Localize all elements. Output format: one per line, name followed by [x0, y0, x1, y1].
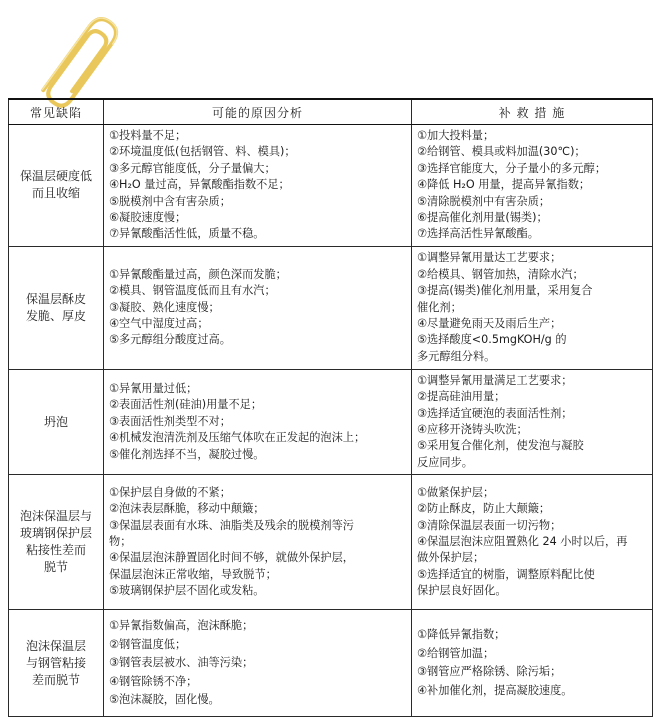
remedy-item: ⑦选择高活性异氰酸酯。: [417, 227, 539, 241]
cause-item: ②环境温度低(包括钢管、料、模具)；: [109, 145, 296, 159]
defect-line: 泡沫保温层与: [19, 509, 92, 524]
remedy-item: ⑥提高催化剂用量(锡类)；: [417, 211, 548, 225]
remedy-item: 催化剂；: [417, 300, 462, 314]
remedy-item: ②防止酥皮，防止大颠簸；: [417, 502, 551, 516]
table-row: [9, 475, 653, 610]
remedy-item: 多元醇组分料。: [417, 349, 496, 363]
remedy-cell: [412, 475, 653, 610]
cause-item: ⑤泡沫凝胶，固化慢。: [109, 693, 220, 707]
remedy-item: ③提高(锡类)催化剂用量，采用复合: [417, 284, 593, 298]
cause-item: ③多元醇官能度低，分子量偏大；: [109, 161, 276, 175]
cause-item: ④机械发泡清洗剂及压缩气体吹在正发起的泡沫上；: [109, 431, 366, 445]
cause-item: ①异氰用量过低；: [109, 382, 198, 396]
cause-item: ①保护层自身做的不紧；: [109, 485, 231, 499]
remedy-item: ①调整异氰用量满足工艺要求；: [417, 373, 573, 387]
table-row: [9, 246, 653, 369]
remedy-item: 反应同步。: [417, 455, 473, 469]
cause-cell: [104, 369, 412, 474]
cause-item: ③凝胶、熟化速度慢；: [109, 300, 220, 314]
cause-item: 保温层泡沫正常收缩，导致脱节；: [109, 567, 277, 581]
defect-line: 粘接性差而: [25, 543, 86, 558]
remedy-item: ②给钢管、模具或料加温(30℃)；: [417, 145, 586, 159]
cause-item: ⑤催化剂选择不当，凝胶过慢。: [109, 447, 265, 461]
cause-item: ①异氰指数偏高，泡沫酥脆；: [109, 619, 254, 633]
remedy-item: ①做紧保护层；: [417, 485, 495, 499]
remedy-item: ④尽量避免雨天及雨后生产；: [417, 317, 562, 331]
cause-item: ④钢管除锈不净；: [109, 674, 198, 688]
remedy-item: ③选择适宜硬泡的表面活性剂；: [417, 406, 573, 420]
cause-item: ⑤多元醇组分酸度过高。: [109, 333, 231, 347]
defect-cell: [9, 369, 104, 474]
cause-item: ③表面活性剂类型不对；: [109, 414, 231, 428]
remedy-item: ③选择官能度大，分子量小的多元醇；: [417, 161, 607, 175]
defect-remedy-table: [8, 98, 653, 717]
remedy-item: ④保温层泡沫应阻置熟化 24 小时以后，再: [417, 535, 628, 549]
cause-item: ⑤玻璃钢保护层不固化或发粘。: [109, 584, 265, 598]
table-header-row: [9, 99, 653, 125]
cause-cell: [104, 246, 412, 369]
cause-item: ⑥凝胶速度慢；: [109, 211, 187, 225]
remedy-item: ③钢管应严格除锈、除污垢；: [417, 665, 562, 679]
cause-item: ①异氰酸酯量过高，颜色深而发脆；: [109, 267, 287, 281]
remedy-item: ④降低 H₂O 用量，提高异氰指数；: [417, 178, 591, 192]
remedy-item: ①降低异氰指数；: [417, 628, 506, 642]
cause-cell: [104, 125, 412, 247]
cause-item: ⑦异氰酸酯活性低，质量不稳。: [109, 227, 265, 241]
defect-line: 脱节: [43, 560, 68, 575]
cause-item: ④空气中湿度过高；: [109, 317, 209, 331]
cause-item: ④保温层泡沫静置固化时间不够，就做外保护层，: [109, 551, 354, 565]
cause-item: ⑤脱模剂中含有害杂质；: [109, 194, 231, 208]
defect-line: 坍泡: [43, 414, 68, 429]
cause-cell: [104, 610, 412, 717]
remedy-item: ②给钢管加温；: [417, 646, 495, 660]
cause-item: ③钢管表层被水、油等污染；: [109, 656, 254, 670]
defect-line: 与钢管粘接: [25, 655, 86, 670]
header-defect: 常见缺陷: [9, 99, 104, 125]
cause-cell: [104, 475, 412, 610]
remedy-item: ⑤采用复合催化剂，使发泡与凝胶: [417, 439, 584, 453]
defect-line: 泡沫保温层: [25, 638, 86, 653]
remedy-item: ②提高硅油用量；: [417, 390, 506, 404]
cause-item: ②模具、钢管温度低而且有水汽；: [109, 284, 276, 298]
defect-line: 发脆、厚皮: [25, 308, 86, 323]
remedy-item: ③清除保温层表面一切污物；: [417, 518, 562, 532]
defect-cell: [9, 246, 104, 369]
cause-item: ①投料量不足；: [109, 129, 187, 142]
defect-line: 差而脱节: [31, 672, 80, 687]
remedy-item: ④补加催化剂，提高凝胶速度。: [417, 683, 573, 697]
table-row: [9, 125, 653, 247]
defect-cell: [9, 475, 104, 610]
cause-item: ②表面活性剂(硅油)用量不足；: [109, 398, 263, 412]
cause-item: ④H₂O 量过高，异氰酸酯指数不足；: [109, 178, 290, 192]
cause-item: ②泡沫表层酥脆，移动中颠簸；: [109, 502, 265, 516]
remedy-item: ⑤选择酸度<0.5mgKOH/g 的: [417, 333, 567, 347]
remedy-item: ⑤选择适宜的树脂，调整原料配比使: [417, 567, 595, 581]
remedy-cell: [412, 610, 653, 717]
table-row: [9, 369, 653, 474]
remedy-item: 做外保护层；: [417, 551, 485, 565]
cause-item: ②钢管温度低；: [109, 637, 187, 651]
defect-line: 保温层酥皮: [25, 291, 86, 306]
header-cause: 可能的原因分析: [104, 99, 412, 125]
remedy-cell: [412, 369, 653, 474]
remedy-item: ②给模具、钢管加热，清除水汽；: [417, 267, 584, 281]
remedy-item: 保护层良好固化。: [417, 584, 507, 598]
defect-cell: [9, 610, 104, 717]
remedy-cell: [412, 246, 653, 369]
remedy-item: ①调整异氰用量达工艺要求；: [417, 251, 562, 265]
cause-item: 物；: [109, 535, 132, 549]
defect-line: 玻璃钢保护层: [19, 526, 92, 541]
remedy-item: ①加大投料量；: [417, 129, 495, 142]
remedy-item: ④应移开浇铸头吹洗；: [417, 423, 528, 437]
header-remedy: 补 救 措 施: [412, 99, 653, 125]
remedy-cell: [412, 125, 653, 247]
table-row: [9, 610, 653, 717]
remedy-item: ⑤清除脱模剂中有害杂质；: [417, 194, 551, 208]
cause-item: ③保温层表面有水珠、油脂类及残余的脱模剂等污: [109, 518, 354, 532]
defect-cell: [9, 125, 104, 247]
defect-line: 保温层硬度低: [19, 169, 92, 184]
defect-line: 而且收缩: [31, 186, 80, 201]
